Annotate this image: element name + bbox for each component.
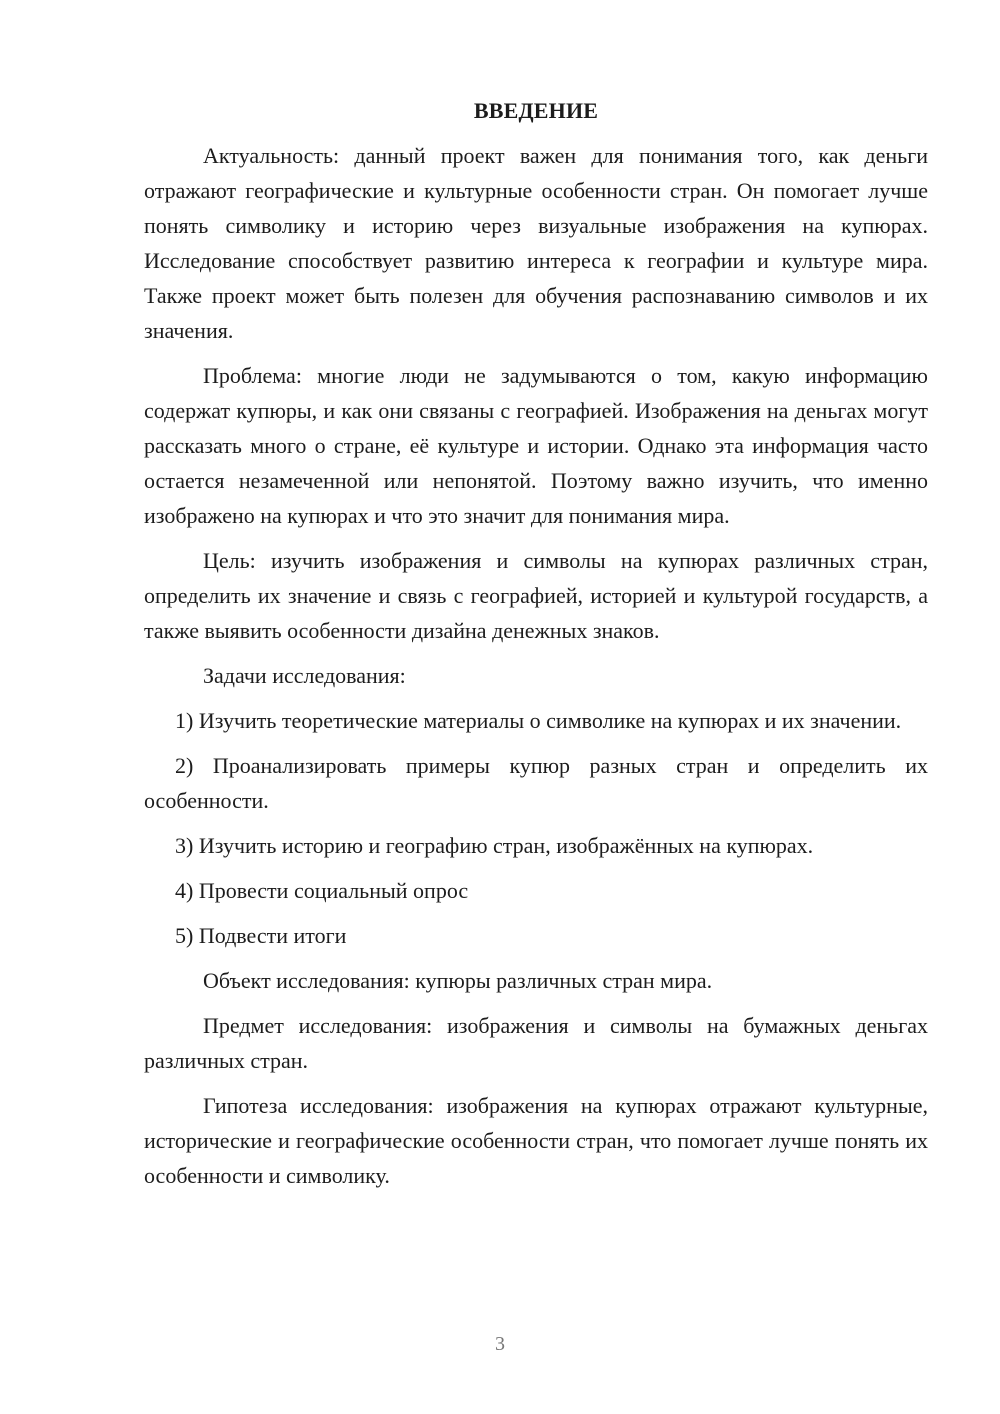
paragraph-relevance: Актуальность: данный проект важен для понимания того, как деньги отражают географические и культурные особенности стран. Он помогает лучше понять символику и историю через визуальные изображения на купюрах. Исследование способствует развитию интереса к географии и культуре мира. Также проект может быть полезен для обучения распознаванию символов и их значения. <box>144 143 928 343</box>
task-item-5: 5) Подвести итоги <box>175 923 347 948</box>
paragraph-problem: Проблема: многие люди не задумываются о том, какую информацию содержат купюры, и как они связаны с географией. Изображения на деньгах могут рассказать много о стране, её культуре и истории. Однако эта информация часто остается незамеченной или непонятой. Поэтому важно изучить, что именно изображено на купюрах и что это значит для понимания мира. <box>144 363 928 528</box>
task-item-1: 1) Изучить теоретические материалы о символике на купюрах и их значении. <box>175 708 902 733</box>
paragraph-subject: Предмет исследования: изображения и символы на бумажных деньгах различных стран. <box>144 1013 928 1073</box>
document-page <box>144 96 928 1203</box>
paragraph-tasks-title: Задачи исследования: <box>203 663 406 688</box>
task-item-4: 4) Провести социальный опрос <box>175 878 469 903</box>
page-number: 3 <box>495 1333 505 1355</box>
task-item-3: 3) Изучить историю и географию стран, изображённых на купюрах. <box>175 833 814 858</box>
paragraph-goal: Цель: изучить изображения и символы на купюрах различных стран, определить их значение и связь с географией, историей и культурой государств, а также выявить особенности дизайна денежных знаков. <box>144 548 928 643</box>
paragraph-object: Объект исследования: купюры различных стран мира. <box>203 968 713 993</box>
task-item-2: 2) Проанализировать примеры купюр разных стран и определить их особенности. <box>144 753 928 813</box>
section-heading: ВВЕДЕНИЕ <box>473 98 599 123</box>
paragraph-hypothesis: Гипотеза исследования: изображения на купюрах отражают культурные, исторические и географические особенности стран, что помогает лучше понять их особенности и символику. <box>144 1093 928 1188</box>
